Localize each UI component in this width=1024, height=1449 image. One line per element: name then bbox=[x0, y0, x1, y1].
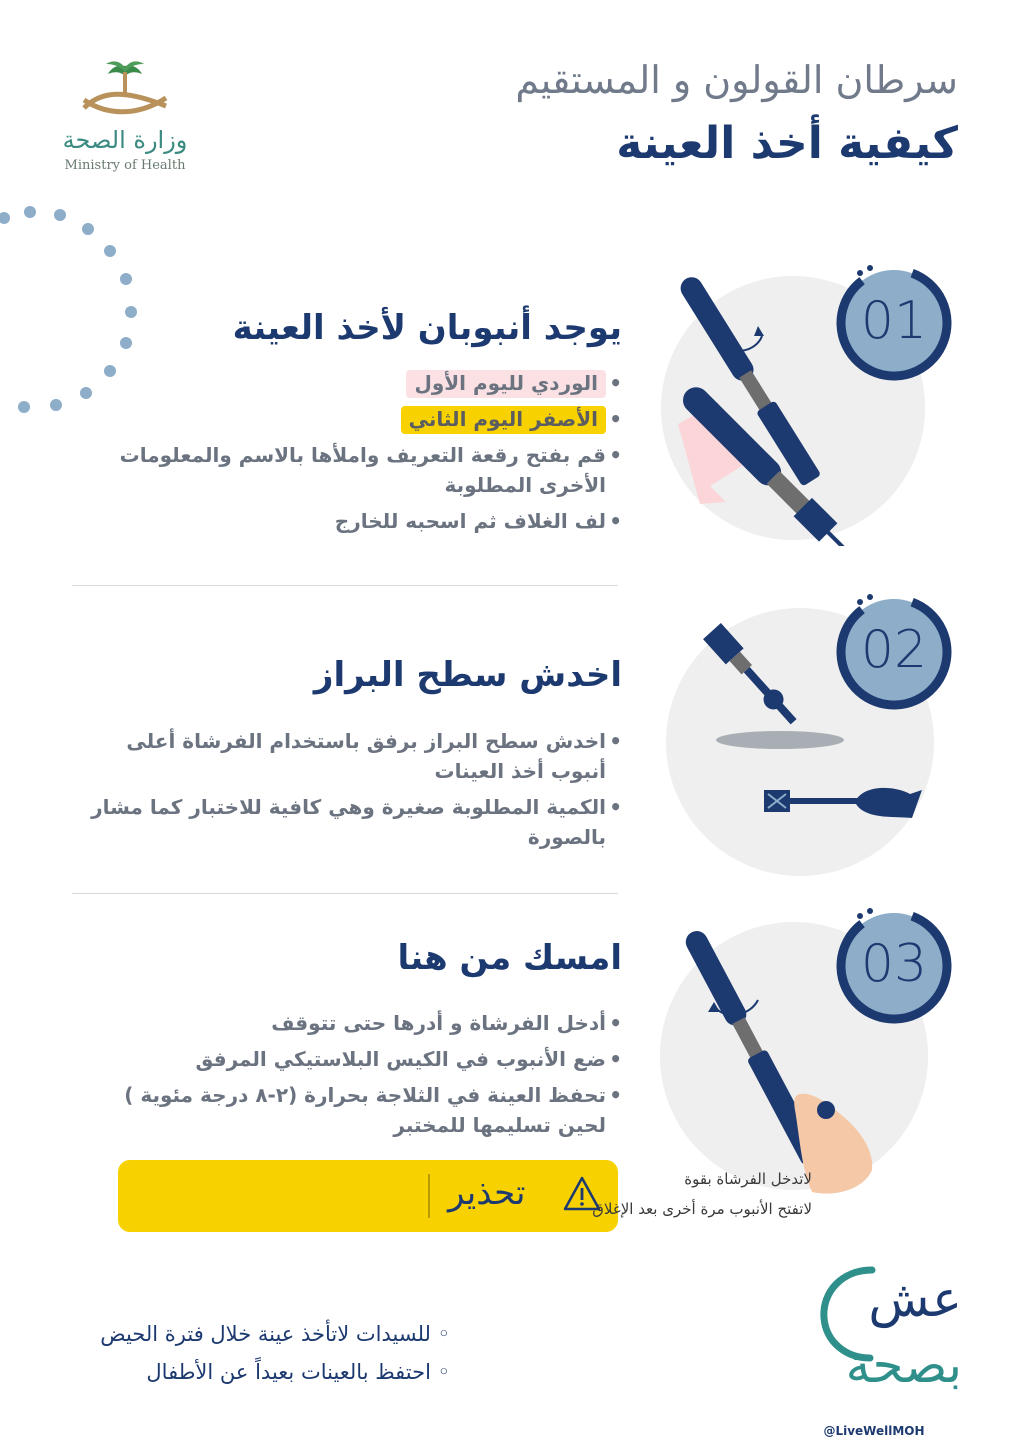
footer-note-2-text: احتفظ بالعينات بعيداً عن الأطفال bbox=[146, 1360, 431, 1384]
bullet-dot: ◦ bbox=[430, 1322, 450, 1346]
list-item: • لف الغلاف ثم اسحبه للخارج bbox=[62, 506, 622, 536]
page-title: كيفية أخذ العينة bbox=[616, 118, 958, 169]
list-item: • قم بفتح رقعة التعريف واملأها بالاسم والمعلومات الأخرى المطلوبة bbox=[62, 440, 622, 500]
footer-note-2 bbox=[146, 1360, 450, 1384]
brand-handle: @LiveWellMOH bbox=[823, 1424, 925, 1438]
step3-bullet-list bbox=[92, 1008, 622, 1146]
page-subtitle: سرطان القولون و المستقيم bbox=[515, 58, 958, 102]
warning-box bbox=[118, 1160, 618, 1232]
step3-title: امسك من هنا bbox=[397, 938, 622, 978]
footer-note-1-text: للسيدات لاتأخذ عينة خلال فترة الحيض bbox=[100, 1322, 431, 1346]
footer-note-1 bbox=[100, 1322, 450, 1346]
list-item: • تحفظ العينة في الثلاجة بحرارة (٢-٨ درجة مئوية ) لحين تسليمها للمختبر bbox=[92, 1080, 622, 1140]
step1-number-badge bbox=[834, 263, 954, 383]
moh-logo-icon bbox=[78, 60, 172, 126]
step2-number-badge bbox=[834, 592, 954, 712]
divider bbox=[72, 893, 618, 894]
step1-number: 01 bbox=[860, 291, 928, 351]
warning-divider bbox=[428, 1174, 430, 1218]
warning-line-1: لاتدخل الفرشاة بقوة bbox=[684, 1170, 812, 1188]
logo-arabic-text: وزارة الصحة bbox=[62, 126, 188, 154]
yellow-tube-label: الأصفر اليوم الثاني bbox=[401, 406, 606, 434]
list-item: • أدخل الفرشاة و أدرها حتى تتوقف bbox=[92, 1008, 622, 1038]
bullet-dot: ◦ bbox=[430, 1360, 450, 1384]
warning-line-2: لاتفتح الأنبوب مرة أخرى بعد الإغلاق bbox=[592, 1200, 812, 1218]
list-item: • اخدش سطح البراز برفق باستخدام الفرشاة أعلى أنبوب أخذ العينات bbox=[82, 726, 622, 786]
step2-title: اخدش سطح البراز bbox=[313, 655, 622, 695]
step2-bullet-list bbox=[82, 726, 622, 858]
step1-bullet-list bbox=[62, 368, 622, 542]
step3-number: 03 bbox=[860, 934, 928, 994]
list-item bbox=[62, 368, 622, 398]
list-item: • الكمية المطلوبة صغيرة وهي كافية للاختبار كما مشار بالصورة bbox=[82, 792, 622, 852]
divider bbox=[72, 585, 618, 586]
step2-number: 02 bbox=[860, 620, 928, 680]
warning-title: تحذير bbox=[448, 1173, 526, 1213]
pink-tube-label: الوردي لليوم الأول bbox=[406, 370, 606, 398]
brand-line-1: عش bbox=[868, 1270, 962, 1328]
list-item bbox=[62, 404, 622, 434]
step3-number-badge bbox=[834, 906, 954, 1026]
brand-line-2: بصحة bbox=[845, 1336, 962, 1394]
logo-english-text: Ministry of Health bbox=[64, 158, 186, 173]
list-item: • ضع الأنبوب في الكيس البلاستيكي المرفق bbox=[92, 1044, 622, 1074]
step1-title: يوجد أنبوبان لأخذ العينة bbox=[232, 308, 622, 348]
